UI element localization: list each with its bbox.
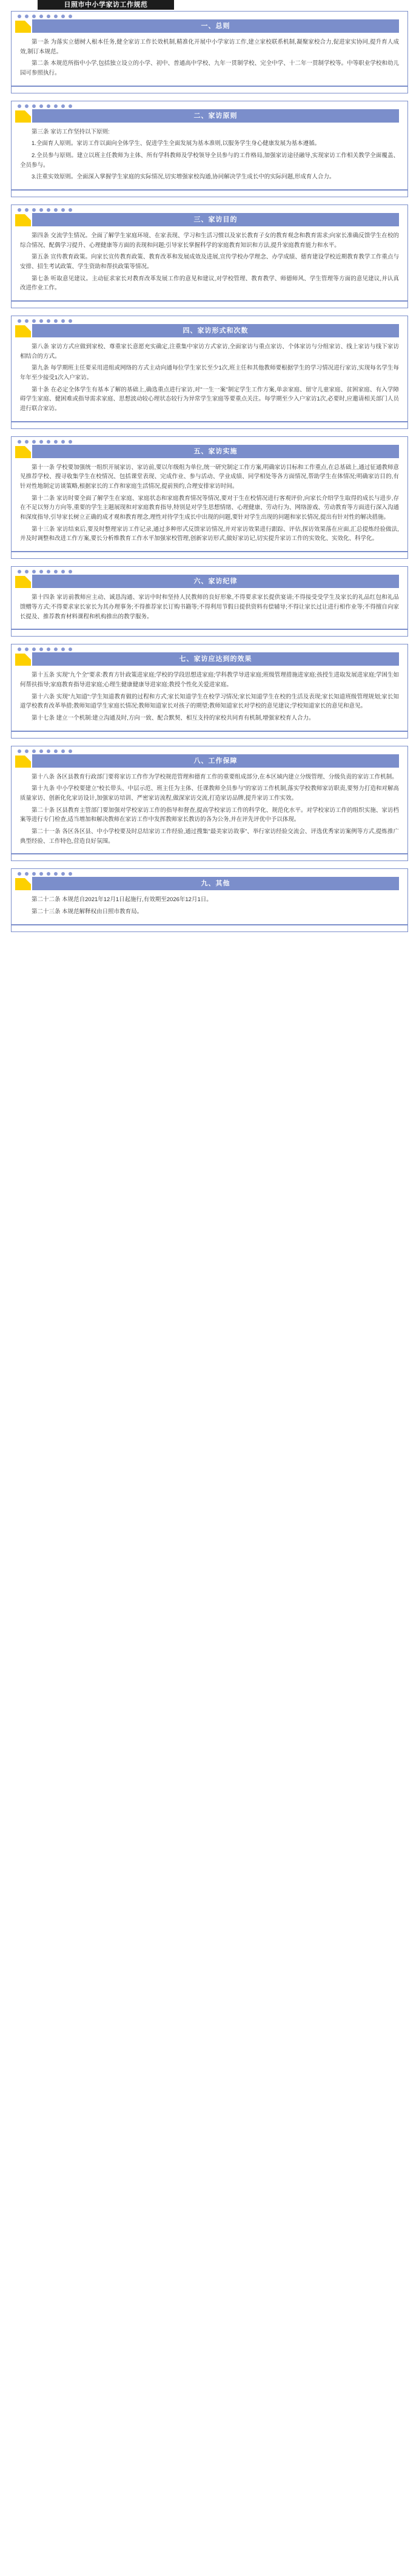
dot-icon — [39, 15, 43, 18]
dot-icon — [69, 208, 72, 212]
dot-icon — [69, 15, 72, 18]
dot-icon — [61, 872, 65, 876]
section-body — [12, 890, 407, 920]
section-block — [11, 101, 408, 197]
dot-decoration — [12, 205, 407, 213]
section-block — [11, 316, 408, 429]
dot-decoration — [12, 746, 407, 754]
dot-icon — [69, 104, 72, 108]
folder-decoration — [12, 324, 32, 337]
paragraph: 3.注重实效原则。全面深入掌握学生家庭的实际情况,切实增强家校沟通,协同解决学生成长中的实际问题,形成育人合力。 — [32, 174, 335, 181]
dot-decoration — [12, 869, 407, 877]
dot-icon — [32, 872, 36, 876]
dot-decoration — [12, 101, 407, 109]
dot-decoration — [12, 316, 407, 324]
section-rule — [12, 629, 407, 630]
dot-icon — [32, 647, 36, 651]
section-body — [12, 768, 407, 850]
dot-icon — [47, 319, 50, 323]
dot-icon — [25, 319, 28, 323]
section-block — [11, 436, 408, 559]
section-block — [11, 205, 408, 308]
paragraph: 第二十三条 本规范解释权由日照市教育局。 — [32, 908, 143, 915]
section-heading: 六、家访纪律 — [32, 575, 399, 588]
folder-icon — [15, 214, 31, 226]
paragraph: 第七条 听取意见建议。主动征求家长对教育改革发展工作的意见和建议,对学校管理、教育教学、师德师风、学生管理等方面的意见建议,并认真改进作业工作。 — [20, 275, 399, 292]
dot-icon — [25, 440, 28, 444]
section-heading: 五、家访实施 — [32, 445, 399, 458]
paragraph: 第十九条 中小学校要建立"校长带头、中层示范、班主任为主体、任课教师全员参与"的家访工作机制,落实学校教师家访职责,要努力打造和对解高质量家访、创新化化家访设计,加强家访培训、严密家访流程,做深家访交流,打造家访品牌,提升家访工作实效。 — [20, 785, 399, 802]
dot-icon — [18, 872, 21, 876]
dot-icon — [69, 440, 72, 444]
folder-decoration — [12, 109, 32, 123]
section-rule — [12, 300, 407, 302]
folder-decoration — [12, 445, 32, 458]
dot-icon — [47, 647, 50, 651]
dot-icon — [69, 319, 72, 323]
folder-icon — [15, 110, 31, 123]
dot-icon — [61, 104, 65, 108]
folder-icon — [15, 878, 31, 890]
dot-icon — [32, 749, 36, 753]
dot-icon — [61, 570, 65, 573]
page-title: 日照市中小学家访工作规范 — [38, 0, 174, 10]
section-rule — [12, 731, 407, 732]
paragraph: 第十四条 家访前教师应主动、诚恳沟通、家访中时和坚持人民教师的良好形象,不得要求家长提供宴请;不得接受受学生及家长的礼品红包和礼品馈赠等方式;不得要求家长家长为其办理事务;不得推荐家长订购书籍等;不得利用节假日提供资料有偿辅导;不得让家长过让进行相作业等;不得擅自向家长提及、推荐教育材料课程和机构推出的教学服务。 — [20, 594, 399, 620]
dot-icon — [69, 872, 72, 876]
folder-decoration — [12, 575, 32, 588]
paragraph: 第九条 每学期班主任要采用进组或网络的方式主动向通每位学生家长至少1次,班主任和其他教师要根据学生的学习情况进行家访,实现每名学生每年年至少接受1次入户家访。 — [20, 365, 399, 382]
section-heading: 二、家访原则 — [32, 109, 399, 123]
dot-icon — [47, 749, 50, 753]
dot-icon — [54, 15, 58, 18]
dot-icon — [54, 319, 58, 323]
dot-icon — [32, 15, 36, 18]
section-rule — [12, 551, 407, 552]
paragraph: 第二十条 区县教育主管部门要加强对学校家访工作的指导和督查,提高学校家访工作的科学化、规范化水平。对学校家访工作的组织实施、家访档案等进行专门检查,适当增加和解决教师在家访工作中发挥教师家长教访的各为公务,并在评先评优中予以体现。 — [20, 806, 399, 823]
paragraph: 第二条 本规范所指中小学,包括独立设立的小学、初中、普通高中学校、九年一贯制学校、完全中学、十二年一贯制学校等。中等职业学校和幼儿园可参照执行。 — [20, 60, 399, 77]
dot-decoration — [12, 12, 407, 19]
paragraph: 第十七条 建立一个机制:建立沟通及时,方向一致、配合默契、相互支持的家校共同育有机制,增强家校育人合力。 — [32, 714, 315, 722]
dot-icon — [39, 570, 43, 573]
section-body — [12, 226, 407, 297]
folder-decoration — [12, 213, 32, 226]
dot-icon — [69, 570, 72, 573]
folder-icon — [15, 654, 31, 666]
paragraph: 第十一条 学校要加强统一组织开展家访、家访前,要以年级组为单位,统一研究制定工作方案,明确家访目标和工作重点,在总基础上,通过征通教师意见推荐学校、搜寻收集学生在校情况、包括课堂表现、完成作业、参与活动、学业成绩、同学相处等各方面情况,帮助学生在体情况;明确家访目的,有针对性地制定访谈策略,根据家长的工作和家庭生活情况,提前预约,合理安排家访时间。 — [20, 464, 399, 490]
dot-icon — [18, 104, 21, 108]
section-rule — [12, 924, 407, 925]
section-block — [11, 644, 408, 738]
dot-icon — [54, 570, 58, 573]
dot-icon — [54, 647, 58, 651]
document-page — [0, 0, 419, 952]
dot-icon — [54, 104, 58, 108]
dot-icon — [61, 647, 65, 651]
paragraph: 第十六条 实现"九知道":学生知道教育做的过程和方式;家长知道学生在校学习情况;家长知道学生在校的生活及表现;家长知道班级管理规划;家长知道学校教育改革举措;教师知道学生家庭长情况;教师知道家长对孩子的期望;教师知道家长对学校的意见建议;学校知道家长的意见和意见。 — [20, 693, 399, 710]
dot-icon — [18, 749, 21, 753]
dot-icon — [32, 570, 36, 573]
section-heading: 九、其他 — [32, 877, 399, 890]
dot-icon — [32, 319, 36, 323]
section-rule — [12, 189, 407, 191]
paragraph: 第五条 宣传教育政策。向家长宣传教育政策、教育改革和发展成效及进展,宣传学校办学理念、办学成绩、德育建设学校近期教育教学工作重点与安排、招生考试政策、学生资助和帮扶政策等情况。 — [20, 254, 399, 271]
section-heading: 一、总则 — [32, 19, 399, 33]
dot-icon — [18, 319, 21, 323]
section-body — [12, 33, 407, 82]
dot-icon — [61, 15, 65, 18]
paragraph: 1.全面育人原则。家访工作以面向全体学生、促进学生全面发展为基本准则,以服务学生身心健康发展为基本遵循。 — [32, 140, 321, 147]
dot-icon — [25, 208, 28, 212]
section-block — [11, 566, 408, 637]
paragraph: 第十条 在必定全体学生有基本了解的基础上,确选重点进行家访,对"一生一案"制定学生工作方案,单亲家庭、留守儿童家庭、贫困家庭、有入学障碍学生家庭、健困难或指导需求家庭、思想波动较心理状态较行为异常学生家庭等要重点关注。每学期至少入户家访1次,必要时,应邀请相关部门人员进行联合家访。 — [20, 386, 399, 413]
section-body — [12, 337, 407, 418]
dot-icon — [25, 749, 28, 753]
dot-icon — [47, 208, 50, 212]
dot-icon — [39, 104, 43, 108]
dot-icon — [39, 319, 43, 323]
dot-icon — [61, 319, 65, 323]
dot-icon — [39, 440, 43, 444]
paragraph: 2.全员参与原则。建立以班主任教师为主体、所有学科教师及学校领导全员参与的工作格局,加强家访途径融导,实现家访工作相关教学全面覆盖、全员参与。 — [20, 152, 399, 169]
section-rule — [12, 421, 407, 422]
paragraph: 第十三条 家访结束后,要及时整理家访工作记录,通过多种形式反馈家访情况,并对家访效果进行跟踪、评估,探访效果落在应面,汇总提炼经验做法,并及时调整和改进工作方案,要长分析维教育工作水平加强家校管理,创新家访形式,做好家访记,切实提升家访工作的实效化、实效化、科学化。 — [20, 526, 399, 543]
section-rule — [12, 86, 407, 87]
section-heading: 七、家访应达到的效果 — [32, 652, 399, 666]
paragraph: 第十五条 实现"九个全"要求:教育方针政策进家庭;学校的学段思想进家庭;学科教学导进家庭;班级管理措施进家庭;孩授生进取发展进家庭;学困生如何帮扶指导;家庭教育指导进家庭;心理生健康健康导进家庭;教授个性化关爱进家庭。 — [20, 672, 399, 688]
dot-icon — [18, 570, 21, 573]
paragraph: 第三条 家访工作坚持以下原则: — [32, 128, 110, 135]
dot-icon — [39, 208, 43, 212]
section-block — [11, 868, 408, 931]
title-banner — [0, 0, 419, 11]
section-body — [12, 588, 407, 625]
dot-icon — [54, 872, 58, 876]
paragraph: 第八条 家访方式应做到家校、尊重家长意愿充实确定,注重集中家访方式家访,全面家访与重点家访、个体家访与分组家访、线上家访与线下家访相结合的方式。 — [20, 343, 399, 360]
dot-icon — [61, 749, 65, 753]
dot-icon — [18, 208, 21, 212]
section-block — [11, 11, 408, 93]
dot-icon — [18, 15, 21, 18]
folder-icon — [15, 21, 31, 33]
paragraph: 第二十一条 各区各区县、中小学校要及时总结家访工作经验,通过搜集"最美家访故事"、举行家访经验交流会、评选优秀家访案例等方式,提炼推广典型经验、工作特色,营造良好氛围。 — [20, 828, 399, 845]
dot-icon — [61, 440, 65, 444]
section-heading: 八、工作保障 — [32, 754, 399, 768]
dot-icon — [25, 647, 28, 651]
dot-decoration — [12, 567, 407, 575]
folder-icon — [15, 325, 31, 337]
dot-icon — [47, 104, 50, 108]
folder-decoration — [12, 754, 32, 768]
folder-icon — [15, 446, 31, 458]
dot-icon — [39, 749, 43, 753]
paragraph: 第四条 交流学生情况。全面了解学生家庭环境、在家表现、学习和生活习惯以及家长教育子女的教育观念和教育需求;向家长准确反馈学生在校的综合情况、配偶学习提升、心理健康等方面的表现和问题;引导家长掌握科学的家庭教育知识和方法,提升家庭教育能力和水平。 — [20, 232, 399, 249]
dot-icon — [54, 749, 58, 753]
dot-icon — [18, 647, 21, 651]
dot-decoration — [12, 644, 407, 652]
paragraph: 第十二条 家访时要全面了解学生在家庭、家庭状态和家庭教育情况等情况,要对于生在校情况进行客观评价,向家长介绍学生取得的成长与进步,存在不足以努力方向等,重要的学生主题展现和对家庭教育指导,特别是对学生思想情绪、心理健康、劳动行为、网络游戏、劳动教育等方面进行深入沟通和深度指导,引导家长树立正确的成才观和教育理念,理性对待学生成长中出现的问题,要针对学生出现的问题和家长情况,提出有针对性的解决措施。 — [20, 495, 399, 521]
folder-decoration — [12, 652, 32, 666]
dot-icon — [47, 872, 50, 876]
section-rule — [12, 853, 407, 854]
dot-icon — [32, 208, 36, 212]
dot-icon — [47, 570, 50, 573]
folder-decoration — [12, 877, 32, 890]
dot-icon — [39, 647, 43, 651]
folder-icon — [15, 576, 31, 588]
dot-icon — [25, 15, 28, 18]
section-body — [12, 458, 407, 547]
dot-icon — [54, 208, 58, 212]
dot-icon — [25, 872, 28, 876]
section-heading: 四、家访形式和次数 — [32, 324, 399, 337]
dot-icon — [69, 749, 72, 753]
section-body — [12, 666, 407, 726]
paragraph: 第十八条 各区县教育行政部门要将家访工作作为学校规范管理和德育工作的重要组成部分,在本区域内建立分级管理、分级负责的家访工作机制。 — [32, 773, 398, 780]
dot-icon — [69, 647, 72, 651]
folder-decoration — [12, 19, 32, 33]
section-heading: 三、家访目的 — [32, 213, 399, 226]
dot-icon — [61, 208, 65, 212]
dot-icon — [32, 104, 36, 108]
paragraph: 第一条 为落实立德树人根本任务,健全家访工作长效机制,精准化开展中小学家访工作,建立家校联系机制,凝聚家校合力,促进家实协同,提升育人成效,制订本规范。 — [20, 39, 399, 55]
paragraph: 第二十二条 本规范自2021年12月1日起施行,有效期至2026年12月1日。 — [32, 896, 212, 904]
dot-icon — [32, 440, 36, 444]
folder-icon — [15, 756, 31, 768]
dot-icon — [54, 440, 58, 444]
dot-icon — [47, 15, 50, 18]
dot-icon — [25, 570, 28, 573]
dot-icon — [39, 872, 43, 876]
section-body — [12, 123, 407, 186]
dot-icon — [25, 104, 28, 108]
dot-icon — [18, 440, 21, 444]
dot-icon — [47, 440, 50, 444]
section-block — [11, 746, 408, 862]
dot-decoration — [12, 437, 407, 445]
